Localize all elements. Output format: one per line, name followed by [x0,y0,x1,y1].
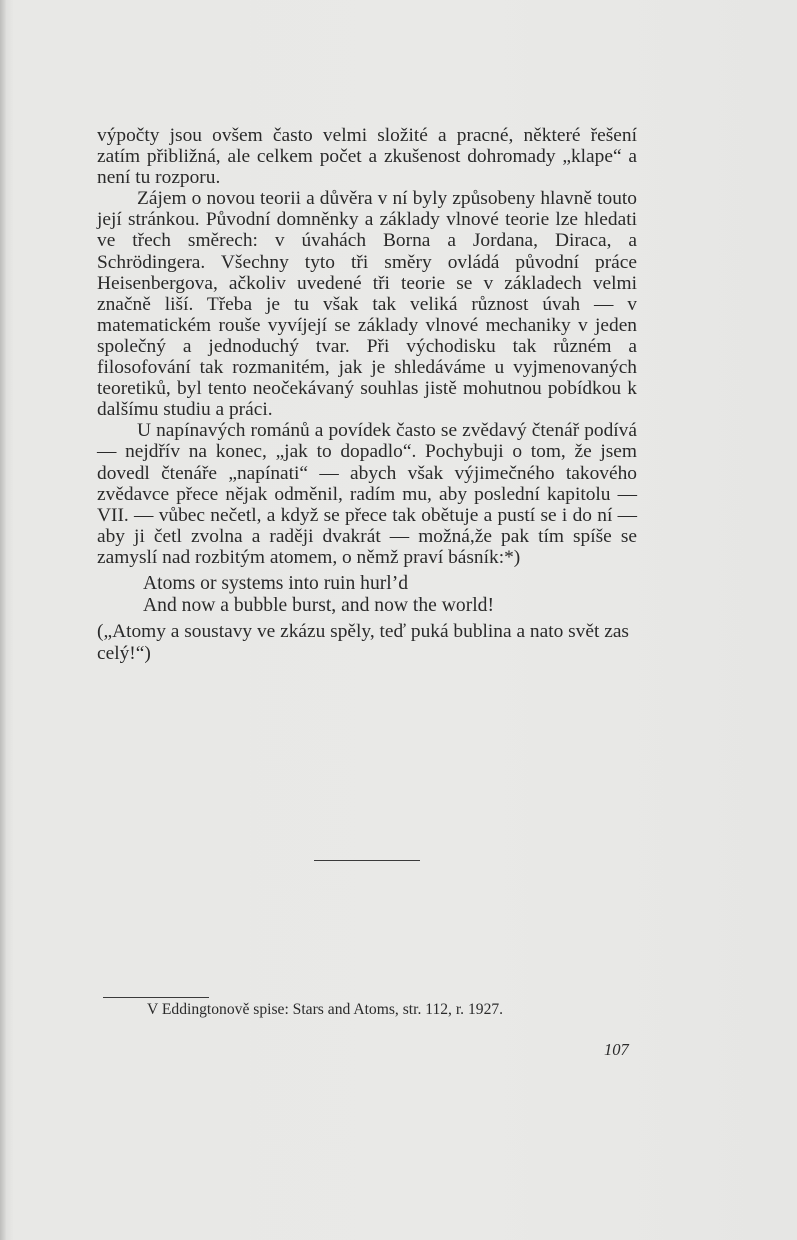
page-binding-edge [0,0,6,1240]
paragraph-3: U napínavých románů a povídek často se zvědavý čtenář podívá — nejdřív na konec, „jak to dopadlo“. Pochybuji o tom, že jsem dovedl čtenáře „napínati“ — abych však výjimečného takového zvědavce přece nějak odměnil, radím mu, aby poslední kapitolu — VII. — vůbec nečetl, a když se přece tak obětuje a pustí se i do ní — aby ji četl zvolna a raději dvakrát — možná,že pak tím spíše se zamyslí nad rozbitým atomem, o němž praví básník:*) [97,420,637,568]
poem-line-1: Atoms or systems into ruin hurl’d [143,572,409,594]
section-separator-rule [314,860,420,861]
footnote: V Eddingtonově spise: Stars and Atoms, str. 112, r. 1927. [147,1001,504,1018]
poem-translation: („Atomy a soustavy ve zkázu spěly, teď puká bublina a nato svět zas celý!“) [97,620,629,664]
poem-line-2: And now a bubble burst, and now the world! [143,594,494,616]
footnote-rule [103,997,209,998]
page-number: 107 [604,1040,629,1059]
main-text-block [97,125,637,665]
paragraph-1: výpočty jsou ovšem často velmi složité a pracné, některé řešení zatím přibližná, ale celkem počet a zkušenost dohromady „klape“ a není tu rozporu. [97,125,637,189]
paragraph-2: Zájem o novou teorii a důvěra v ní byly způsobeny hlavně touto její stránkou. Původní domněnky a základy vlnové teorie lze hledati ve třech směrech: v úvahách Borna a Jordana, Diraca, a Schrödingera. Všechny tyto tři směry ovládá původní práce Heisenbergova, ačkoliv uvedené tři teorie se v základech velmi značně liší. Třeba je tu však tak veliká různost úvah — v matematickém rouše vyvíjejí se základy vlnové mechaniky v jeden společný a jednoduchý tvar. Při východisku tak různém a filosofování tak rozmanitém, jak je shledáváme u vyjmenovaných teoretiků, byl tento neočekávaný souhlas jistě mohutnou pobídkou k dalšímu studiu a práci. [97,188,637,421]
poem-quote [97,573,637,617]
